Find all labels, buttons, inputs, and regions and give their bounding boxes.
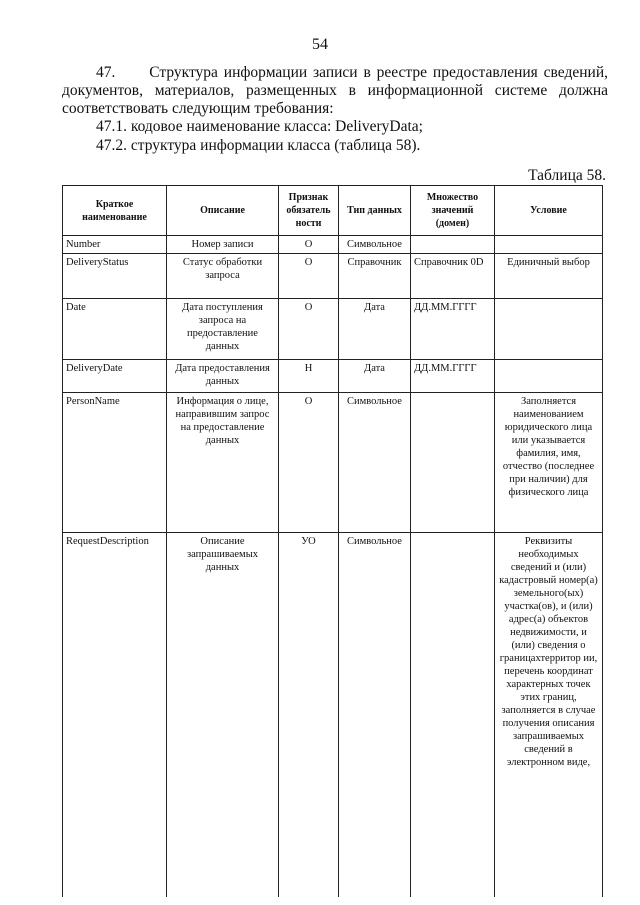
table-caption: Таблица 58. xyxy=(528,167,606,184)
cell-description: Дата поступления запроса на предоставление данных xyxy=(167,299,279,360)
cell-description: Номер записи xyxy=(167,236,279,254)
cell-condition: Реквизиты необходимых сведений и (или) кадастровый номер(а) земельного(ых) участка(ов), и (или) адрес(а) объектов недвижимости, и (или) сведения о границахтерритор ии, перечень координат характерных точек этих границ, заполняется в случае получения описания запрашиваемых сведений в электронном виде, xyxy=(495,533,603,898)
cell-domain: Справочник 0D xyxy=(411,254,495,299)
column-header: Тип данных xyxy=(339,186,411,236)
cell-short-name: Date xyxy=(63,299,167,360)
cell-data-type: Дата xyxy=(339,299,411,360)
column-header: Признак обязатель ности xyxy=(279,186,339,236)
cell-condition xyxy=(495,236,603,254)
cell-required: УО xyxy=(279,533,339,898)
page-number: 54 xyxy=(312,36,328,53)
cell-description: Дата предоставления данных xyxy=(167,360,279,393)
cell-condition: Заполняется наименованием юридического лица или указывается фамилия, имя, отчество (последнее при наличии) для физического лица xyxy=(495,393,603,533)
column-header: Краткое наименование xyxy=(63,186,167,236)
cell-required: О xyxy=(279,393,339,533)
table-header-row xyxy=(63,186,603,236)
cell-data-type: Символьное xyxy=(339,393,411,533)
list-item: 47.1. кодовое наименование класса: DeliveryData; xyxy=(96,118,423,135)
cell-short-name: PersonName xyxy=(63,393,167,533)
column-header: Условие xyxy=(495,186,603,236)
clause-text: Структура информации записи в реестре предоставления сведений, документов, материалов, размещенных в информационной системе должна соответствовать следующим требования: xyxy=(62,64,608,117)
list-item: 47.2. структура информации класса (таблица 58). xyxy=(96,137,421,154)
cell-data-type: Символьное xyxy=(339,533,411,898)
cell-required: О xyxy=(279,299,339,360)
cell-description: Информация о лице, направившим запрос на предоставление данных xyxy=(167,393,279,533)
table-row xyxy=(63,254,603,299)
table-row xyxy=(63,299,603,360)
table-row xyxy=(63,360,603,393)
cell-condition xyxy=(495,360,603,393)
cell-data-type: Символьное xyxy=(339,236,411,254)
cell-short-name: DeliveryStatus xyxy=(63,254,167,299)
cell-condition: Единичный выбор xyxy=(495,254,603,299)
cell-required: О xyxy=(279,254,339,299)
cell-domain xyxy=(411,533,495,898)
cell-data-type: Дата xyxy=(339,360,411,393)
table-row xyxy=(63,236,603,254)
cell-short-name: Number xyxy=(63,236,167,254)
column-header: Множество значений (домен) xyxy=(411,186,495,236)
data-table xyxy=(62,185,603,897)
cell-domain xyxy=(411,236,495,254)
column-header: Описание xyxy=(167,186,279,236)
cell-data-type: Справочник xyxy=(339,254,411,299)
cell-required: Н xyxy=(279,360,339,393)
cell-domain: ДД.ММ.ГГГГ xyxy=(411,360,495,393)
cell-required: О xyxy=(279,236,339,254)
table-row xyxy=(63,393,603,533)
cell-condition xyxy=(495,299,603,360)
cell-domain xyxy=(411,393,495,533)
cell-description: Статус обработки запроса xyxy=(167,254,279,299)
intro-paragraph xyxy=(62,64,608,118)
cell-domain: ДД.ММ.ГГГГ xyxy=(411,299,495,360)
clause-number: 47. xyxy=(96,64,116,81)
table-row xyxy=(63,533,603,898)
cell-description: Описание запрашиваемых данных xyxy=(167,533,279,898)
cell-short-name: RequestDescription xyxy=(63,533,167,898)
cell-short-name: DeliveryDate xyxy=(63,360,167,393)
